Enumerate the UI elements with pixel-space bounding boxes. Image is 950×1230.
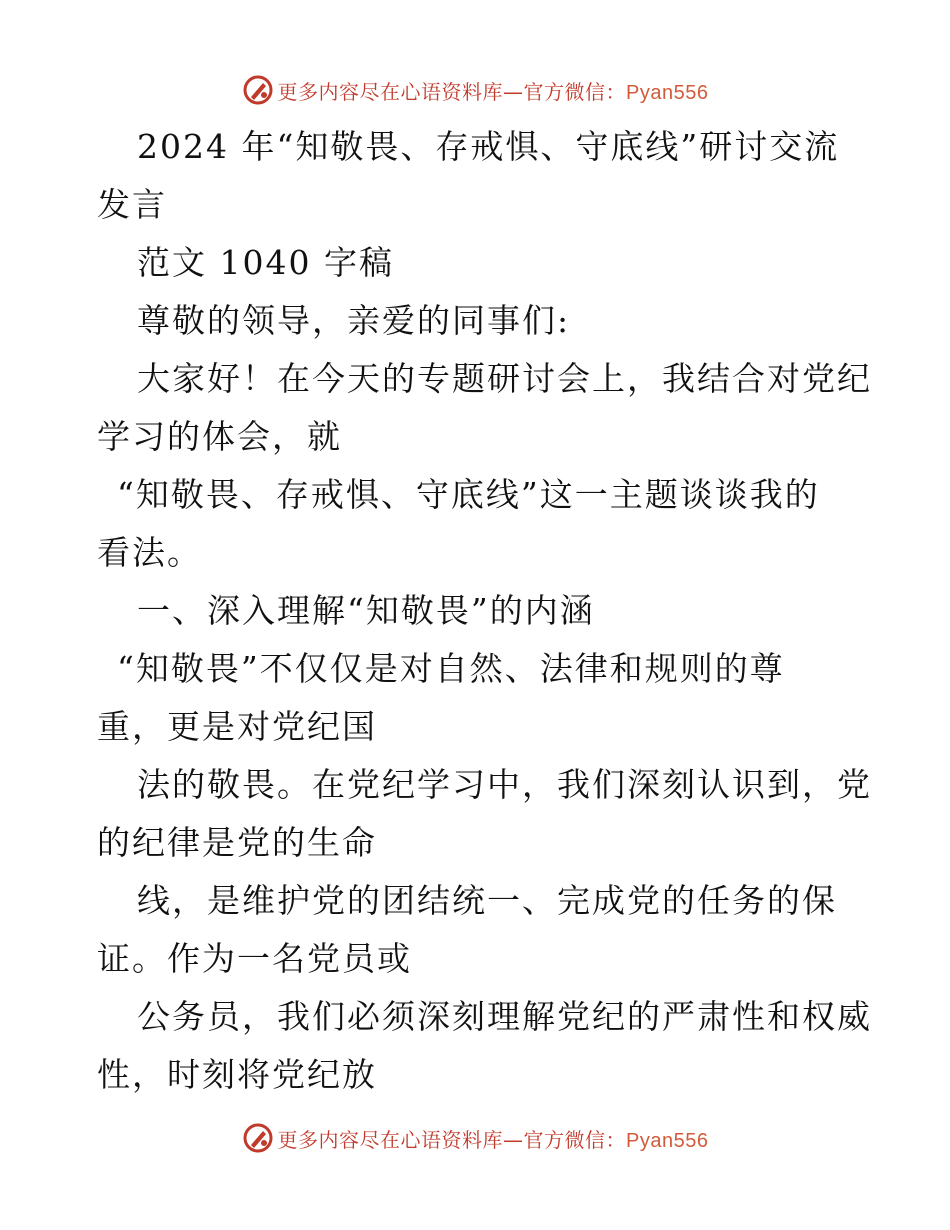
paragraph-line: 学习的体会，就: [97, 417, 342, 456]
document-title-line-2: 发言: [97, 185, 167, 224]
paragraph-line: 大家好！在今天的专题研讨会上，我结合对党纪: [137, 359, 872, 398]
pen-logo-icon: [242, 1122, 274, 1154]
watermark-wechat-label: 官方微信：: [523, 1127, 627, 1152]
paragraph-line: 看法。: [97, 533, 202, 572]
paragraph-line: 重，更是对党纪国: [97, 707, 377, 746]
watermark-site-name: 更多内容尽在心语资料库: [277, 79, 504, 104]
header-watermark-banner: [0, 72, 950, 108]
watermark-separator: —: [503, 1127, 524, 1152]
paragraph-line: 的纪律是党的生命: [97, 823, 377, 862]
footer-watermark-banner: [0, 1120, 950, 1156]
paragraph-line: 线，是维护党的团结统一、完成党的任务的保: [137, 881, 837, 920]
paragraph-line: 证。作为一名党员或: [97, 939, 412, 978]
watermark-wechat-id: Pyan556: [626, 81, 709, 104]
pen-logo-icon: [242, 74, 274, 106]
salutation: 尊敬的领导，亲爱的同事们:: [137, 301, 571, 340]
watermark-site-name: 更多内容尽在心语资料库: [277, 1127, 504, 1152]
document-subtitle: 范文 1040 字稿: [137, 243, 394, 282]
paragraph-line: 性，时刻将党纪放: [97, 1055, 377, 1094]
document-body: [97, 118, 872, 1104]
document-title-line-1: 2024 年“知敬畏、存戒惧、守底线”研讨交流: [137, 127, 840, 166]
paragraph-line: “知敬畏、存戒惧、守底线”这一主题谈谈我的: [117, 475, 820, 514]
watermark-wechat-id: Pyan556: [626, 1129, 709, 1152]
paragraph-line: “知敬畏”不仅仅是对自然、法律和规则的尊: [117, 649, 785, 688]
paragraph-line: 公务员，我们必须深刻理解党纪的严肃性和权威: [137, 997, 872, 1036]
watermark-separator: —: [503, 79, 524, 104]
watermark-text: [278, 1124, 709, 1153]
watermark-text: [278, 76, 709, 105]
watermark-wechat-label: 官方微信：: [523, 79, 627, 104]
paragraph-line: 法的敬畏。在党纪学习中，我们深刻认识到，党: [137, 765, 872, 804]
section-heading: 一、深入理解“知敬畏”的内涵: [137, 591, 595, 630]
